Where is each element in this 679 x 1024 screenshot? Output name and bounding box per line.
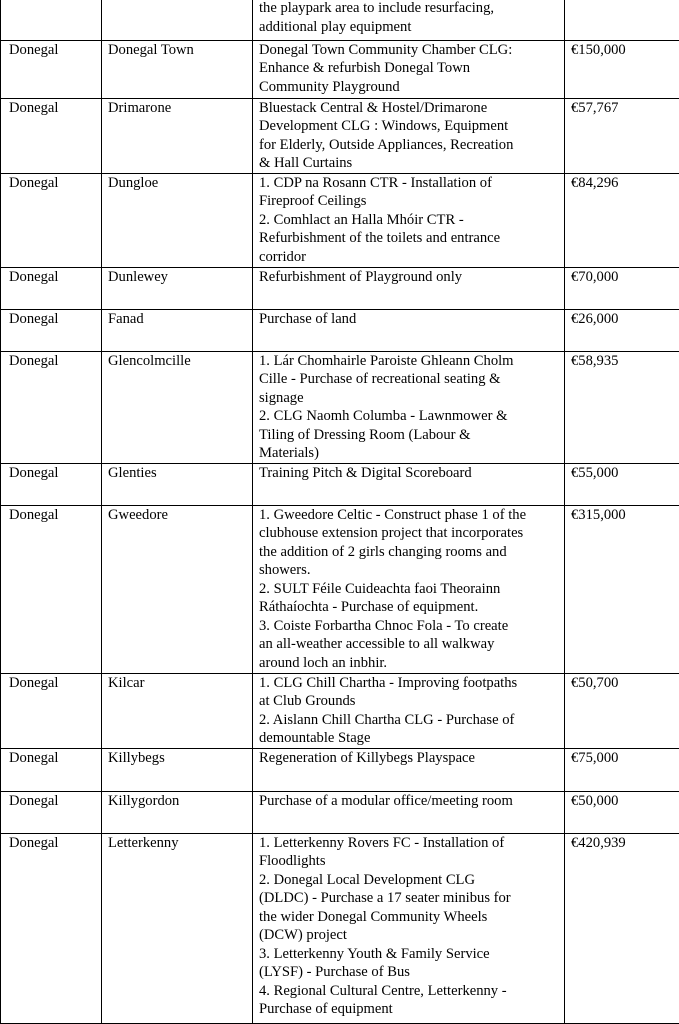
amount-cell: €55,000	[565, 463, 679, 505]
project-cell: 1. CLG Chill Chartha - Improving footpaths at Club Grounds 2. Aislann Chill Chartha CLG - Purchase of demountable Stage	[253, 673, 565, 748]
area-cell: Killygordon	[102, 791, 253, 833]
county-cell: Donegal	[1, 267, 102, 309]
area-cell: Dungloe	[102, 173, 253, 267]
table-row	[1, 748, 679, 791]
project-cell: 1. Gweedore Celtic - Construct phase 1 of the clubhouse extension project that incorporates the addition of 2 girls changing rooms and showers. 2. SULT Féile Cuideachta faoi Theorainn Ráthaíochta - Purchase of equipment. 3. Coiste Forbartha Chnoc Fola - To create an all-weather accessible to all walkway around loch an inbhir.	[253, 505, 565, 673]
amount-cell: €50,000	[565, 791, 679, 833]
table-row	[1, 833, 679, 1023]
project-cell: Donegal Town Community Chamber CLG: Enhance & refurbish Donegal Town Community Playground	[253, 40, 565, 98]
table-row	[1, 505, 679, 673]
amount-cell: €57,767	[565, 98, 679, 173]
project-cell: 1. Letterkenny Rovers FC - Installation of Floodlights 2. Donegal Local Development CLG (DLDC) - Purchase a 17 seater minibus for the wider Donegal Community Wheels (DCW) project 3. Letterkenny Youth & Family Service (LYSF) - Purchase of Bus 4. Regional Cultural Centre, Letterkenny - Purchase of equipment	[253, 833, 565, 1023]
table-row	[1, 98, 679, 173]
table-row	[1, 673, 679, 748]
county-cell: Donegal	[1, 833, 102, 1023]
area-cell: Letterkenny	[102, 833, 253, 1023]
county-cell: Donegal	[1, 748, 102, 791]
project-cell: Purchase of a modular office/meeting room	[253, 791, 565, 833]
county-cell: Donegal	[1, 173, 102, 267]
amount-cell: €26,000	[565, 309, 679, 351]
table-row	[1, 791, 679, 833]
table-row	[1, 463, 679, 505]
area-cell	[102, 0, 253, 40]
project-cell: Bluestack Central & Hostel/Drimarone Development CLG : Windows, Equipment for Elderly, Outside Appliances, Recreation & Hall Curtains	[253, 98, 565, 173]
area-cell: Fanad	[102, 309, 253, 351]
county-cell: Donegal	[1, 505, 102, 673]
table-row	[1, 173, 679, 267]
table-row	[1, 351, 679, 463]
area-cell: Kilcar	[102, 673, 253, 748]
table-row	[1, 40, 679, 98]
area-cell: Killybegs	[102, 748, 253, 791]
amount-cell: €58,935	[565, 351, 679, 463]
county-cell: Donegal	[1, 351, 102, 463]
amount-cell: €75,000	[565, 748, 679, 791]
amount-cell: €70,000	[565, 267, 679, 309]
table-row	[1, 0, 679, 40]
area-cell: Glenties	[102, 463, 253, 505]
amount-cell	[565, 0, 679, 40]
project-cell: Regeneration of Killybegs Playspace	[253, 748, 565, 791]
amount-cell: €420,939	[565, 833, 679, 1023]
county-cell: Donegal	[1, 791, 102, 833]
area-cell: Gweedore	[102, 505, 253, 673]
amount-cell: €150,000	[565, 40, 679, 98]
project-cell: Training Pitch & Digital Scoreboard	[253, 463, 565, 505]
amount-cell: €50,700	[565, 673, 679, 748]
funding-table-body	[1, 0, 679, 1023]
project-cell: the playpark area to include resurfacing, additional play equipment	[253, 0, 565, 40]
county-cell: Donegal	[1, 309, 102, 351]
amount-cell: €315,000	[565, 505, 679, 673]
area-cell: Donegal Town	[102, 40, 253, 98]
table-row	[1, 309, 679, 351]
county-cell: Donegal	[1, 463, 102, 505]
county-cell: Donegal	[1, 40, 102, 98]
project-cell: 1. Lár Chomhairle Paroiste Ghleann Cholm Cille - Purchase of recreational seating & signage 2. CLG Naomh Columba - Lawnmower & Tiling of Dressing Room (Labour & Materials)	[253, 351, 565, 463]
project-cell: Purchase of land	[253, 309, 565, 351]
county-cell: Donegal	[1, 673, 102, 748]
county-cell: Donegal	[1, 98, 102, 173]
county-cell	[1, 0, 102, 40]
area-cell: Drimarone	[102, 98, 253, 173]
amount-cell: €84,296	[565, 173, 679, 267]
area-cell: Dunlewey	[102, 267, 253, 309]
project-cell: Refurbishment of Playground only	[253, 267, 565, 309]
area-cell: Glencolmcille	[102, 351, 253, 463]
table-row	[1, 267, 679, 309]
project-cell: 1. CDP na Rosann CTR - Installation of Fireproof Ceilings 2. Comhlact an Halla Mhóir CTR - Refurbishment of the toilets and entrance corridor	[253, 173, 565, 267]
